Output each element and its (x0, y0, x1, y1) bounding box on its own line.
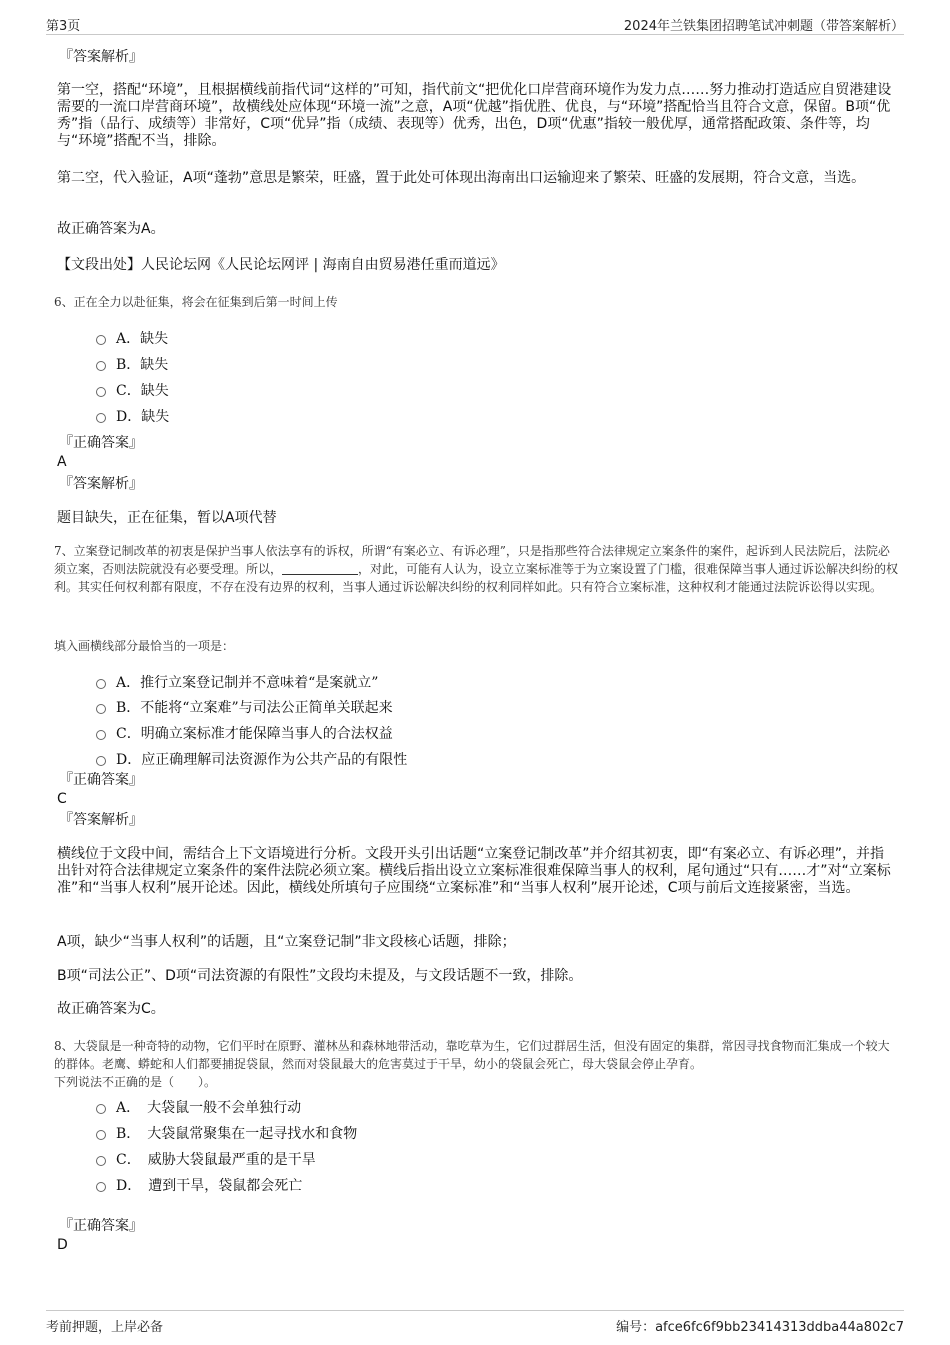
radio-icon[interactable] (96, 413, 106, 423)
q6-option-a[interactable]: A．缺失 (96, 330, 168, 348)
q6-answer: A (57, 454, 67, 470)
q7-question: 7、立案登记制改革的初衷是保护当事人依法享有的诉权，所谓“有案必立、有诉必理”，只是指那些符合法律规定立案条件的案件，起诉到人民法院后，法院必须立案，否则法院就没有必要受理。所以， ，对此，可能有人认为，设立立案标准等于为立案设置了门槛，很难保障当事人通过诉讼解决纠纷的权利。其实任何权利都有限度，不存在没有边界的权利，当事人通过诉讼解决纠纷的权利同样如此。只有符合立案标准，这种权利才能通过法院诉讼得以实现。 (54, 544, 899, 594)
radio-icon[interactable] (96, 1104, 106, 1114)
radio-icon[interactable] (96, 387, 106, 397)
q7-analysis-p1: 横线位于文段中间，需结合上下文语境进行分析。文段开头引出话题“立案登记制改革”并介绍其初衷，即“有案必立、有诉必理”，并指出针对符合法律规定立案条件的案件法院必须立案。横线后指出设立立案标准很难保障当事人的权利，尾句通过“只有……才”对“立案标准”和“当事人权利”展开论述。因此，横线处所填句子应围绕“立案标准”和“当事人权利”展开论述，C项与前后文连接紧密，当选。 (57, 846, 891, 896)
q8-question: 8、大袋鼠是一种奇特的动物，它们平时在原野、灌林丛和森林地带活动，靠吃草为生，它们过群居生活，但没有固定的集群，常因寻找食物而汇集成一个较大的群体。老鹰、蟒蛇和人们都要捕捉袋鼠，然而对袋鼠最大的危害莫过于干旱，幼小的袋鼠会死亡，母大袋鼠会停止孕育。 (54, 1039, 890, 1071)
radio-icon[interactable] (96, 1130, 106, 1140)
analysis-label: 『答案解析』 (59, 812, 143, 828)
document-code: 编号：afce6fc6f9bb23414313ddba44a802c7 (616, 1320, 904, 1335)
q7-analysis-p2: A项，缺少“当事人权利”的话题，且“立案登记制”非文段核心话题，排除； (57, 934, 516, 950)
q7-option-a[interactable]: A．推行立案登记制并不意味着“是案就立” (96, 674, 378, 692)
radio-icon[interactable] (96, 756, 106, 766)
q8-prompt: 下列说法不正确的是（ ）。 (54, 1075, 217, 1089)
q7-option-b[interactable]: B．不能将“立案难”与司法公正简单关联起来 (96, 699, 393, 717)
q5-analysis-p2: 第二空，代入验证，A项“蓬勃”意思是繁荣，旺盛，置于此处可体现出海南出口运输迎来了繁荣、旺盛的发展期，符合文意，当选。 (57, 170, 866, 186)
q6-option-d[interactable]: D．缺失 (96, 408, 169, 426)
q6-question: 6、正在全力以赴征集，将会在征集到后第一时间上传 (54, 295, 338, 309)
q5-analysis-p1: 第一空，搭配“环境”，且根据横线前指代词“这样的”可知，指代前文“把优化口岸营商环境作为发力点……努力推动打造适应自贸港建设需要的一流口岸营商环境”，故横线处应体现“环境一流”之意，A项“优越”指优胜、优良，与“环境”搭配恰当且符合文意，保留。B项“优秀”指（品行、成绩等）非常好，C项“优异”指（成绩、表现等）优秀，出色，D项“优惠”指较一般优厚，通常搭配政策、条件等，均与“环境”搭配不当，排除。 (57, 82, 892, 149)
q5-analysis-p3: 故正确答案为A。 (57, 221, 165, 237)
page-number: 第3页 (46, 19, 81, 34)
correct-answer-label: 『正确答案』 (59, 1218, 143, 1234)
radio-icon[interactable] (96, 730, 106, 740)
answer-blank (282, 562, 358, 575)
radio-icon[interactable] (96, 335, 106, 345)
q6-option-c[interactable]: C．缺失 (96, 382, 169, 400)
q5-source: 【文段出处】人民论坛网《人民论坛网评 | 海南自由贸易港任重而道远》 (57, 257, 505, 273)
q6-option-b[interactable]: B．缺失 (96, 356, 168, 374)
q8-option-b[interactable]: B． 大袋鼠常聚集在一起寻找水和食物 (96, 1125, 357, 1143)
correct-answer-label: 『正确答案』 (59, 772, 143, 788)
q8-option-d[interactable]: D． 遭到干旱，袋鼠都会死亡 (96, 1177, 302, 1195)
q7-analysis-p3: B项“司法公正”、D项“司法资源的有限性”文段均未提及，与文段话题不一致，排除。 (57, 968, 583, 984)
q7-prompt: 填入画横线部分最恰当的一项是： (54, 639, 235, 653)
q7-answer: C (57, 791, 67, 807)
page-header (46, 12, 904, 35)
radio-icon[interactable] (96, 1156, 106, 1166)
footer-slogan: 考前押题，上岸必备 (46, 1320, 164, 1335)
q7-option-c[interactable]: C．明确立案标准才能保障当事人的合法权益 (96, 725, 393, 743)
q7-analysis-p4: 故正确答案为C。 (57, 1001, 165, 1017)
page-footer (46, 1310, 904, 1335)
analysis-label: 『答案解析』 (59, 49, 143, 65)
analysis-label: 『答案解析』 (59, 476, 143, 492)
q8-answer: D (57, 1237, 68, 1253)
radio-icon[interactable] (96, 361, 106, 371)
q8-option-a[interactable]: A． 大袋鼠一般不会单独行动 (96, 1099, 301, 1117)
radio-icon[interactable] (96, 679, 106, 689)
q7-option-d[interactable]: D．应正确理解司法资源作为公共产品的有限性 (96, 751, 407, 769)
radio-icon[interactable] (96, 704, 106, 714)
radio-icon[interactable] (96, 1182, 106, 1192)
q6-analysis: 题目缺失，正在征集，暂以A项代替 (57, 510, 277, 526)
correct-answer-label: 『正确答案』 (59, 435, 143, 451)
document-title: 2024年兰铁集团招聘笔试冲刺题（带答案解析） (623, 19, 904, 34)
q8-option-c[interactable]: C． 威胁大袋鼠最严重的是干旱 (96, 1151, 316, 1169)
